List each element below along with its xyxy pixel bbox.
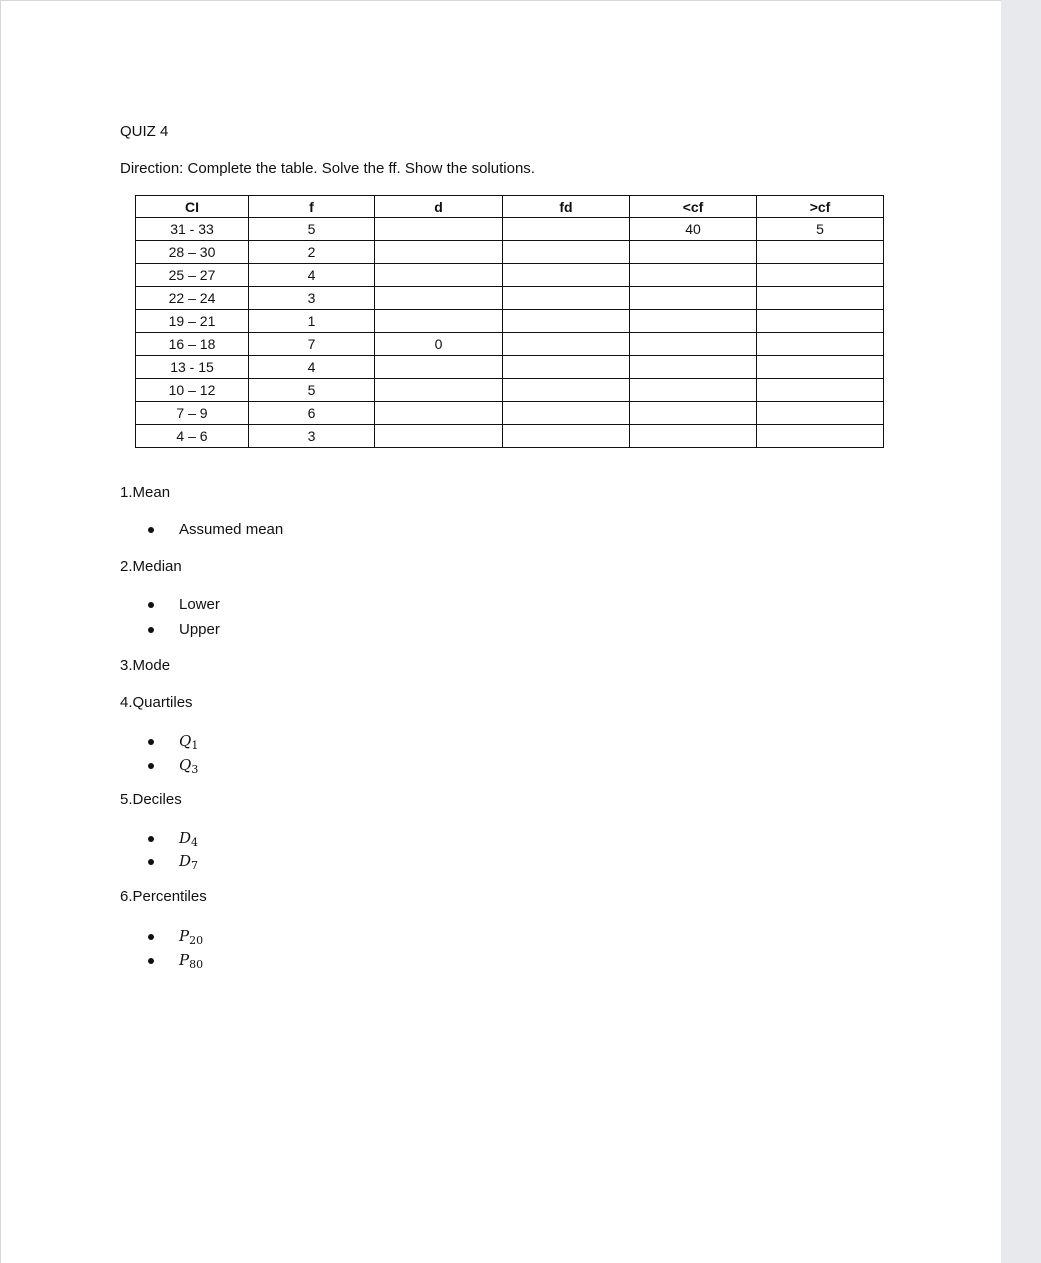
- p80-symbol: $P_{80}$: [179, 951, 204, 971]
- table-row: [136, 218, 884, 241]
- cell-d: [375, 218, 503, 241]
- table-row: [136, 402, 884, 425]
- cell-less-cf: [630, 379, 757, 402]
- header-f: f: [249, 196, 375, 218]
- bullet-icon: [148, 958, 154, 964]
- table-row: [136, 310, 884, 333]
- cell-d: [375, 310, 503, 333]
- cell-f: 6: [249, 402, 375, 425]
- header-ci: CI: [136, 196, 249, 218]
- list-item: [148, 521, 283, 538]
- cell-greater-cf: [757, 333, 884, 356]
- cell-f: 4: [249, 264, 375, 287]
- table-header-row: [136, 196, 884, 218]
- list-item: [148, 756, 198, 776]
- cell-less-cf: [630, 425, 757, 448]
- table-row: [136, 264, 884, 287]
- cell-f: 3: [249, 425, 375, 448]
- direction-text: Direction: Complete the table. Solve the ff. Show the solutions.: [120, 160, 535, 177]
- table-row: [136, 333, 884, 356]
- cell-greater-cf: [757, 402, 884, 425]
- list-item: [148, 596, 220, 613]
- cell-f: 5: [249, 218, 375, 241]
- cell-greater-cf: [757, 287, 884, 310]
- cell-greater-cf: [757, 356, 884, 379]
- cell-less-cf: [630, 333, 757, 356]
- section-mean-heading: 1.Mean: [120, 484, 171, 501]
- cell-d: [375, 241, 503, 264]
- cell-d: [375, 379, 503, 402]
- bullet-icon: [148, 934, 154, 940]
- cell-greater-cf: [757, 310, 884, 333]
- cell-fd: [503, 402, 630, 425]
- table-row: [136, 356, 884, 379]
- header-d: d: [375, 196, 503, 218]
- table-row: [136, 425, 884, 448]
- list-item: [148, 852, 198, 872]
- cell-less-cf: [630, 310, 757, 333]
- section-percentiles-heading: 6.Percentiles: [120, 888, 207, 905]
- header-less-cf: <cf: [630, 196, 757, 218]
- list-item: [148, 951, 203, 971]
- header-fd: fd: [503, 196, 630, 218]
- bullet-icon: [148, 836, 154, 842]
- bullet-icon: [148, 739, 154, 745]
- cell-greater-cf: [757, 241, 884, 264]
- cell-less-cf: [630, 241, 757, 264]
- cell-fd: [503, 333, 630, 356]
- p20-symbol: $P_{20}$: [179, 927, 204, 947]
- section-quartiles-heading: 4.Quartiles: [120, 694, 193, 711]
- bullet-icon: [148, 627, 154, 633]
- cell-greater-cf: 5: [757, 218, 884, 241]
- item-upper: Upper: [179, 621, 220, 638]
- cell-f: 2: [249, 241, 375, 264]
- cell-ci: 7 – 9: [136, 402, 249, 425]
- cell-fd: [503, 218, 630, 241]
- cell-fd: [503, 310, 630, 333]
- cell-d: [375, 264, 503, 287]
- list-item: [148, 829, 198, 849]
- cell-less-cf: [630, 264, 757, 287]
- cell-fd: [503, 264, 630, 287]
- bullet-icon: [148, 859, 154, 865]
- section-median-heading: 2.Median: [120, 558, 182, 575]
- cell-d: [375, 356, 503, 379]
- d4-symbol: $D_4$: [179, 829, 199, 849]
- cell-ci: 22 – 24: [136, 287, 249, 310]
- cell-less-cf: [630, 402, 757, 425]
- cell-fd: [503, 287, 630, 310]
- bullet-icon: [148, 602, 154, 608]
- cell-f: 5: [249, 379, 375, 402]
- list-item: [148, 732, 198, 752]
- cell-ci: 13 - 15: [136, 356, 249, 379]
- bullet-icon: [148, 763, 154, 769]
- cell-less-cf: [630, 356, 757, 379]
- cell-d: 0: [375, 333, 503, 356]
- cell-ci: 19 – 21: [136, 310, 249, 333]
- cell-d: [375, 287, 503, 310]
- section-mode-heading: 3.Mode: [120, 657, 171, 674]
- cell-fd: [503, 241, 630, 264]
- cell-f: 4: [249, 356, 375, 379]
- q3-symbol: $Q_3$: [179, 756, 199, 776]
- cell-d: [375, 402, 503, 425]
- cell-less-cf: 40: [630, 218, 757, 241]
- list-item: [148, 621, 220, 638]
- q1-symbol: $Q_1$: [179, 732, 199, 752]
- cell-ci: 31 - 33: [136, 218, 249, 241]
- cell-fd: [503, 425, 630, 448]
- item-lower: Lower: [179, 596, 220, 613]
- section-deciles-heading: 5.Deciles: [120, 791, 182, 808]
- cell-greater-cf: [757, 379, 884, 402]
- table-row: [136, 379, 884, 402]
- cell-greater-cf: [757, 425, 884, 448]
- cell-ci: 28 – 30: [136, 241, 249, 264]
- cell-f: 3: [249, 287, 375, 310]
- header-greater-cf: >cf: [757, 196, 884, 218]
- bullet-icon: [148, 527, 154, 533]
- cell-f: 7: [249, 333, 375, 356]
- cell-ci: 10 – 12: [136, 379, 249, 402]
- table-row: [136, 287, 884, 310]
- cell-fd: [503, 379, 630, 402]
- cell-f: 1: [249, 310, 375, 333]
- table-row: [136, 241, 884, 264]
- cell-ci: 25 – 27: [136, 264, 249, 287]
- cell-d: [375, 425, 503, 448]
- item-assumed-mean: Assumed mean: [179, 521, 284, 538]
- cell-less-cf: [630, 287, 757, 310]
- d7-symbol: $D_7$: [179, 852, 199, 872]
- list-item: [148, 927, 203, 947]
- cell-ci: 16 – 18: [136, 333, 249, 356]
- cell-ci: 4 – 6: [136, 425, 249, 448]
- cell-fd: [503, 356, 630, 379]
- frequency-table: [135, 195, 884, 448]
- cell-greater-cf: [757, 264, 884, 287]
- quiz-title: QUIZ 4: [120, 123, 169, 140]
